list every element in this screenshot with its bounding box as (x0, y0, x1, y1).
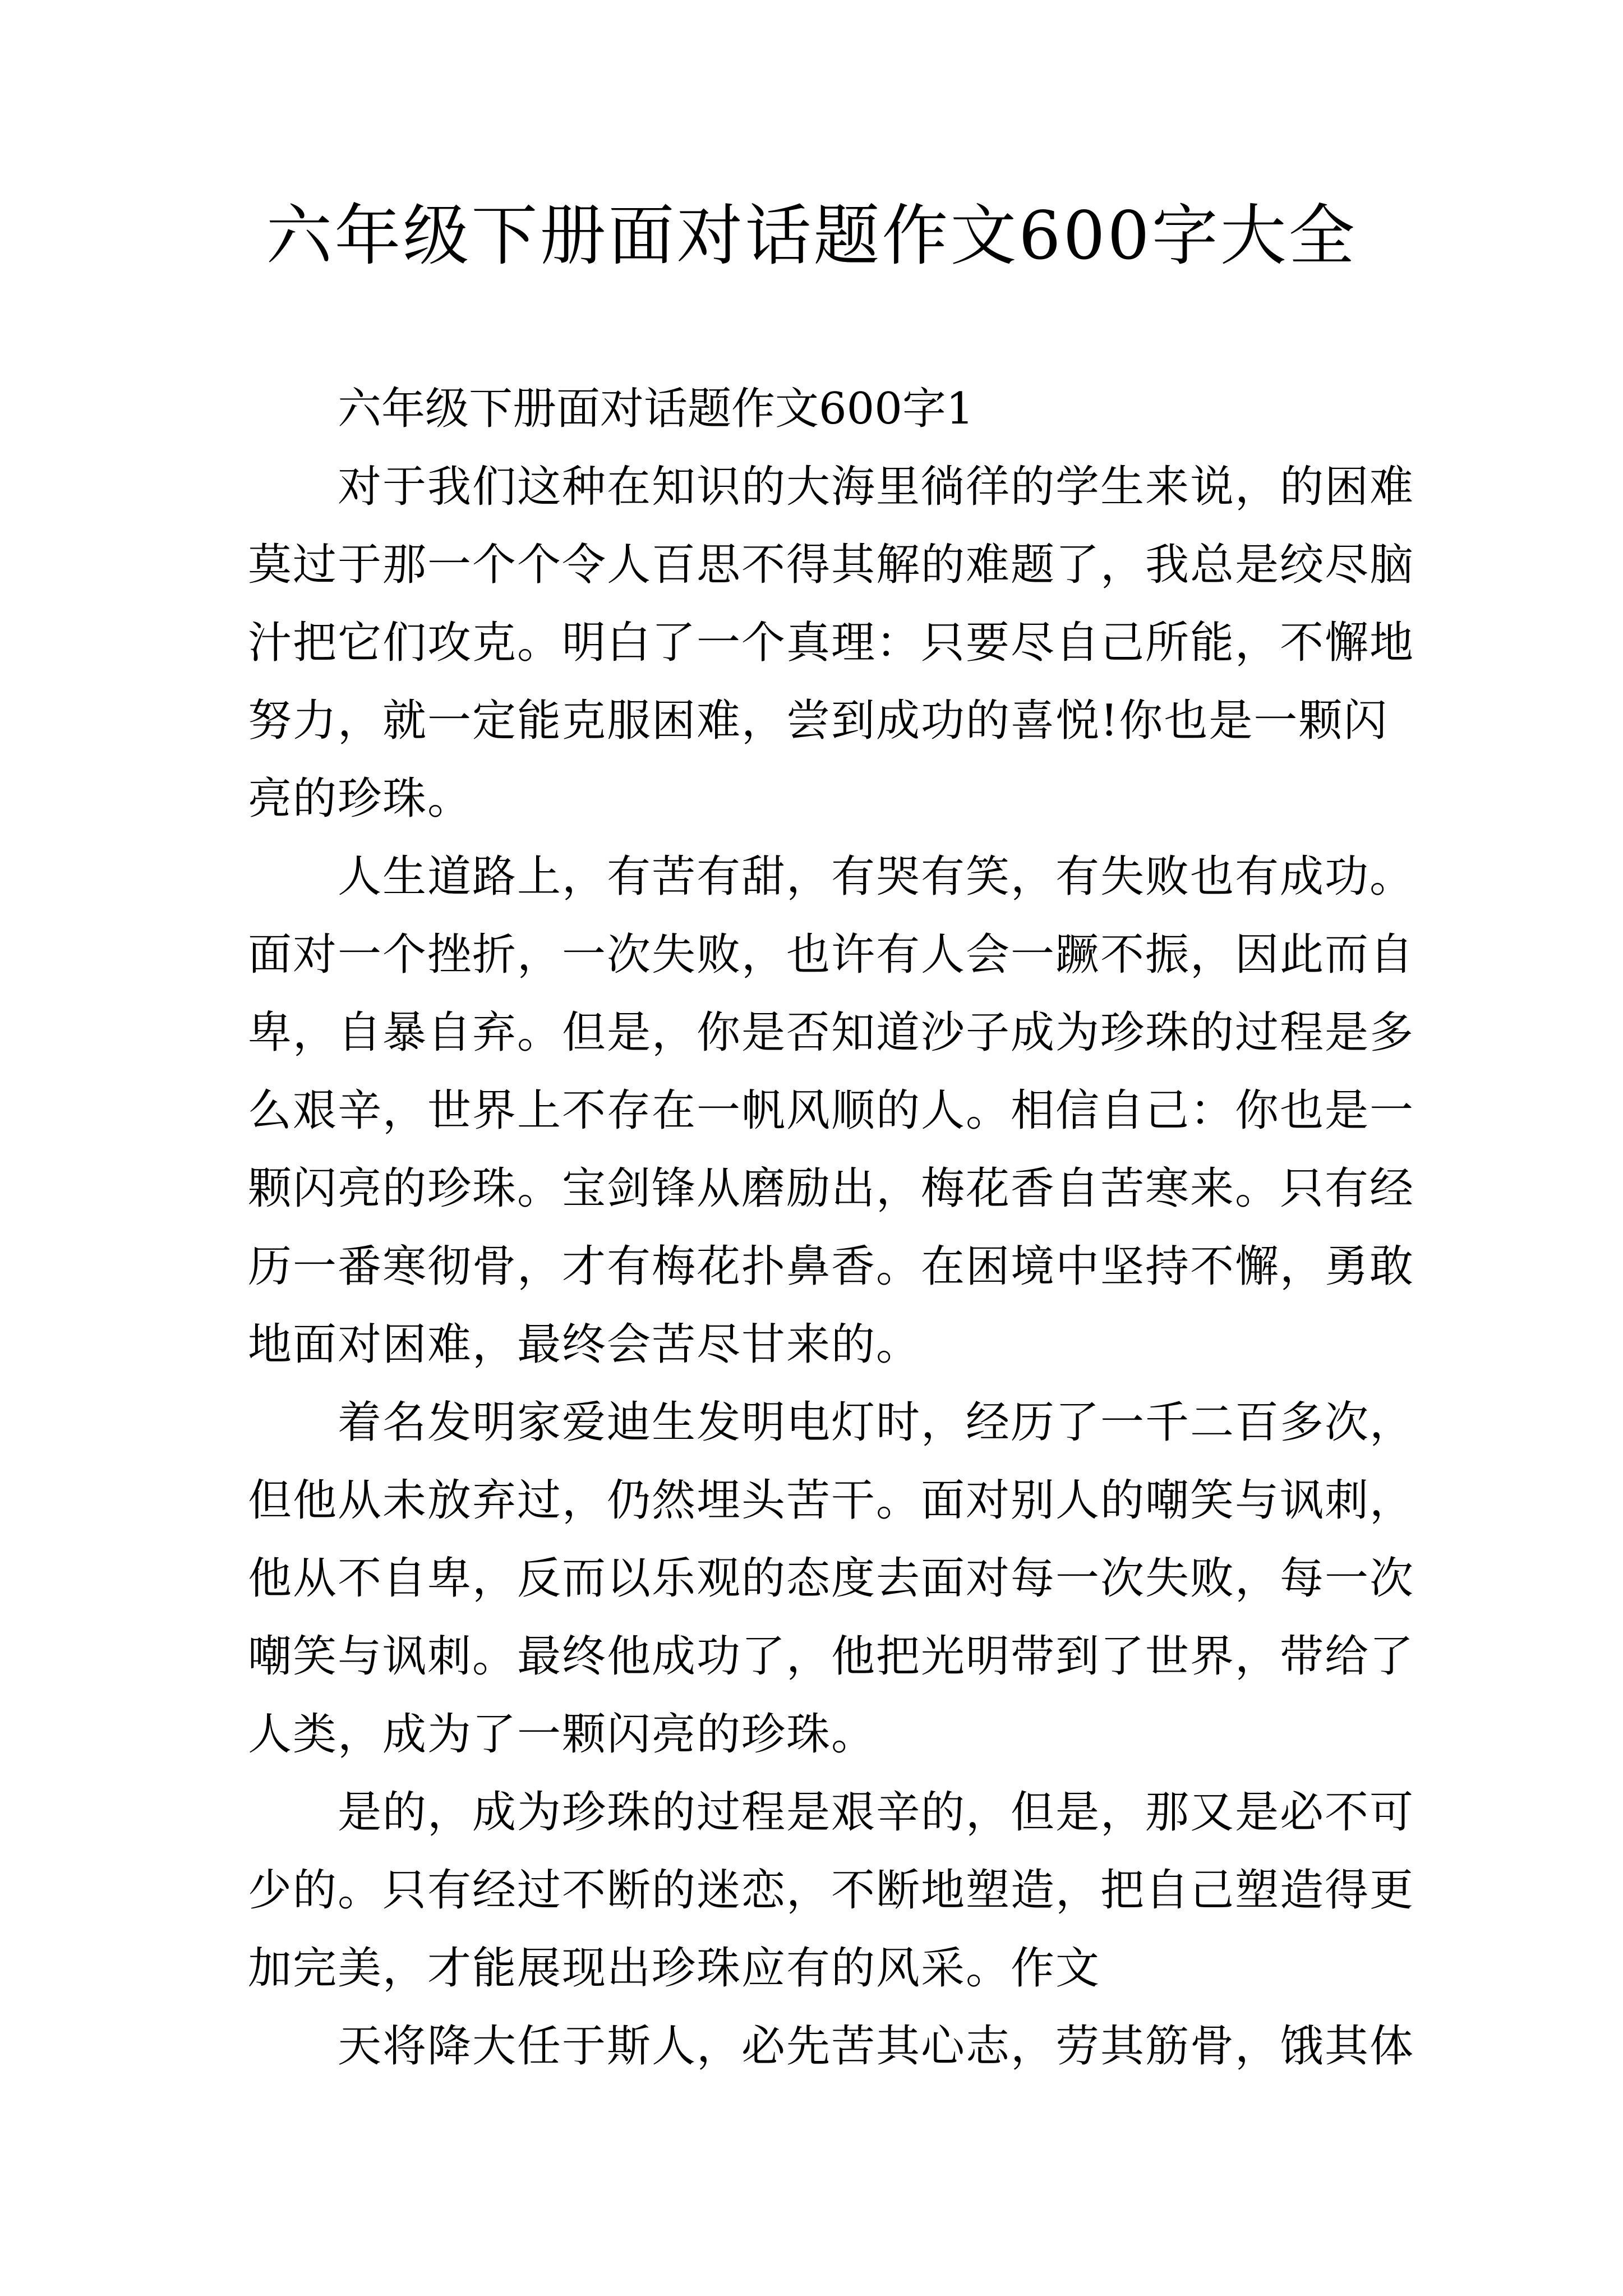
paragraph-line: 汁把它们攻克。明白了一个真理：只要尽自己所能，不懈地 (248, 618, 1415, 668)
paragraph-2 (248, 838, 1415, 1384)
paragraph-line: 历一番寒彻骨，才有梅花扑鼻香。在困境中坚持不懈，勇敢 (248, 1241, 1415, 1292)
paragraph-line: 卑，自暴自弃。但是，你是否知道沙子成为珍珠的过程是多 (248, 1007, 1415, 1058)
paragraph-line: 加完美，才能展现出珍珠应有的风采。作文 (248, 1943, 1101, 1994)
paragraph-line: 努力，就一定能克服困难，尝到成功的喜悦!你也是一颗闪 (248, 696, 1389, 746)
paragraph-line: 面对一个挫折，一次失败，也许有人会一蹶不振，因此而自 (248, 930, 1415, 980)
paragraph-line: 亮的珍珠。 (248, 774, 473, 824)
paragraph-3 (248, 1384, 1415, 1774)
paragraph-line: 人生道路上，有苦有甜，有哭有笑，有失败也有成功。 (338, 852, 1415, 902)
paragraph-line: 少的。只有经过不断的迷恋，不断地塑造，把自己塑造得更 (248, 1865, 1415, 1916)
paragraph-line: 莫过于那一个个令人百思不得其解的难题了，我总是绞尽脑 (248, 540, 1415, 590)
paragraph-line: 着名发明家爱迪生发明电灯时，经历了一千二百多次， (338, 1397, 1415, 1448)
paragraph-line: 颗闪亮的珍珠。宝剑锋从磨励出，梅花香自苦寒来。只有经 (248, 1163, 1415, 1214)
paragraph-line: 人类，成为了一颗闪亮的珍珠。 (248, 1709, 877, 1760)
paragraph-line: 天将降大任于斯人，必先苦其心志，劳其筋骨，饿其体 (338, 2021, 1415, 2072)
section-heading: 六年级下册面对话题作文600字1 (338, 384, 974, 434)
paragraph-line: 地面对困难，最终会苦尽甘来的。 (248, 1319, 921, 1370)
document-title: 六年级下册面对话题作文600字大全 (266, 197, 1357, 274)
paragraph-line: 么艰辛，世界上不存在一帆风顺的人。相信自己：你也是一 (248, 1085, 1415, 1136)
paragraph-5 (248, 2008, 1415, 2086)
paragraph-line: 他从不自卑，反而以乐观的态度去面对每一次失败，每一次 (248, 1553, 1415, 1604)
paragraph-line: 对于我们这种在知识的大海里徜徉的学生来说，的困难 (338, 462, 1415, 512)
paragraph-1 (248, 448, 1415, 838)
paragraph-line: 是的，成为珍珠的过程是艰辛的，但是，那又是必不可 (338, 1787, 1415, 1838)
paragraph-line: 但他从未放弃过，仍然埋头苦干。面对别人的嘲笑与讽刺， (248, 1475, 1415, 1526)
paragraph-4 (248, 1774, 1415, 2008)
document-body (248, 370, 1415, 2086)
paragraph-line: 嘲笑与讽刺。最终他成功了，他把光明带到了世界，带给了 (248, 1631, 1415, 1682)
